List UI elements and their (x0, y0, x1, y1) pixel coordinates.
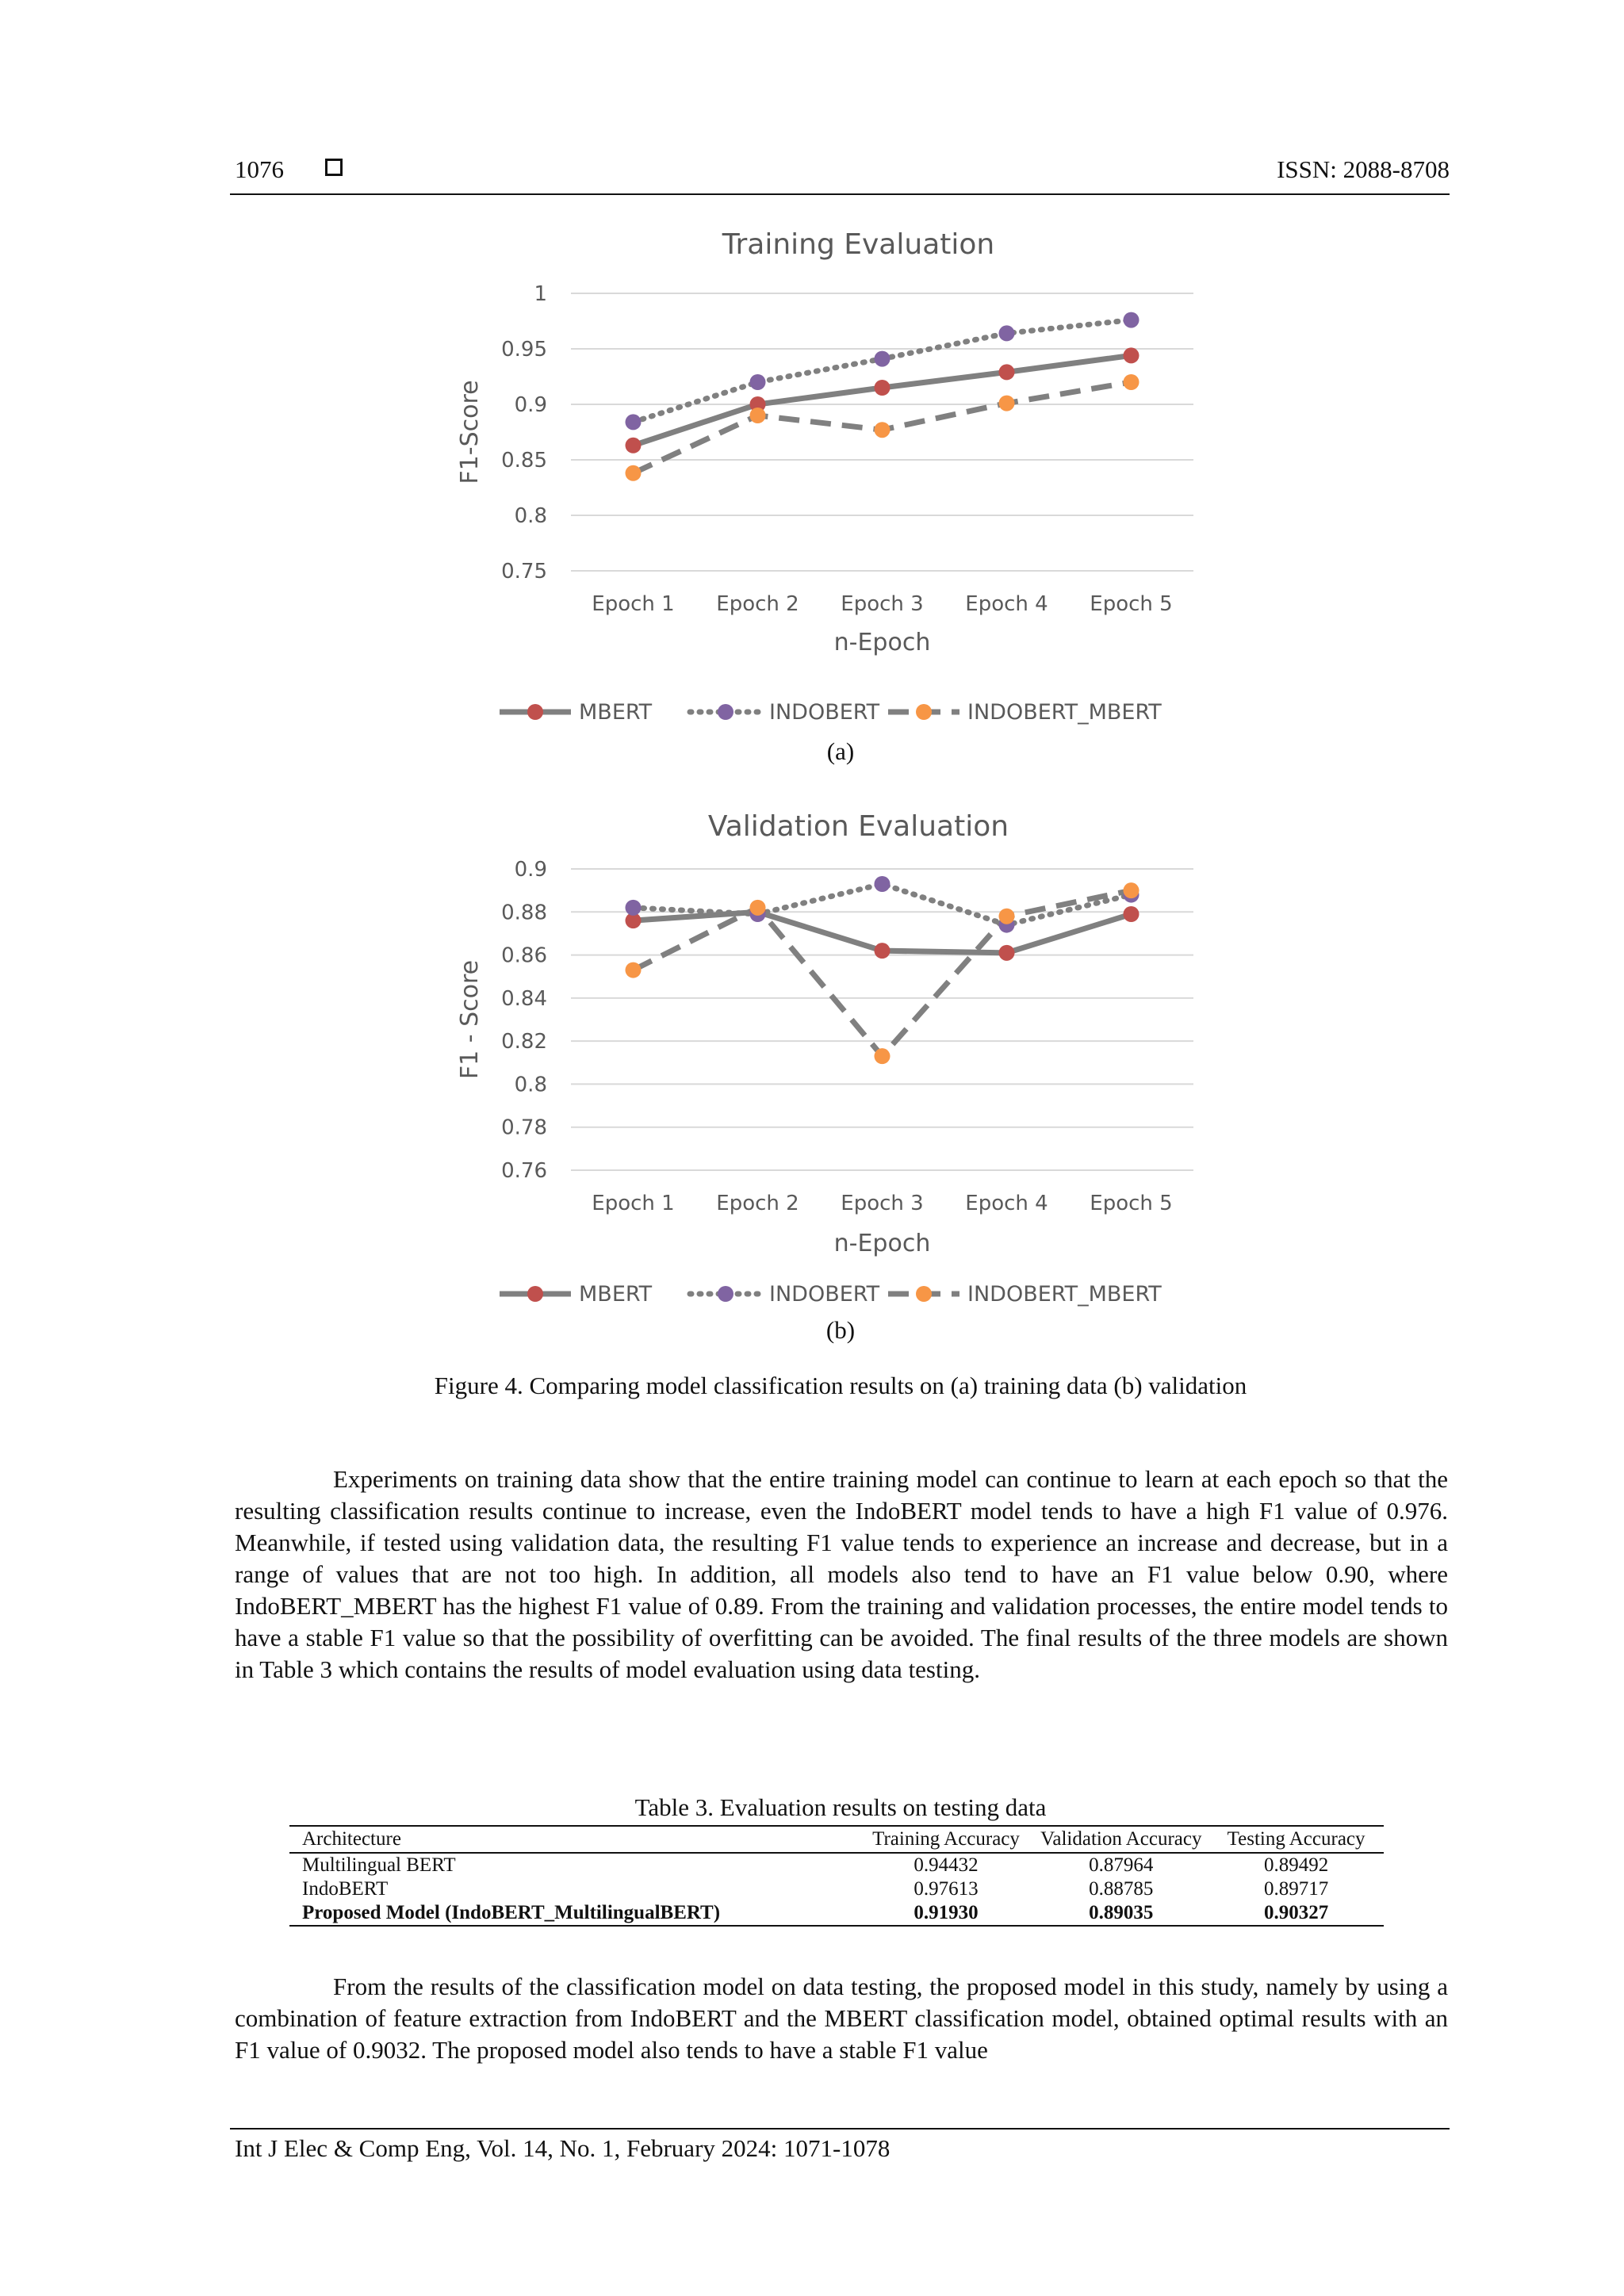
legend-label: MBERT (579, 700, 653, 725)
data-point (875, 876, 891, 892)
y-tick-label: 0.8 (514, 1073, 547, 1097)
validation-chart-container (444, 793, 1221, 1312)
x-tick-label: Epoch 4 (965, 1192, 1048, 1215)
y-tick-label: 1 (534, 282, 547, 306)
legend-label: INDOBERT (769, 1282, 880, 1307)
table-header: Architecture (289, 1826, 859, 1853)
chart-title: Validation Evaluation (707, 810, 1009, 843)
y-tick-label: 0.85 (501, 449, 547, 473)
subfigure-label-b: (b) (825, 1316, 856, 1344)
table-cell: 0.89035 (1033, 1901, 1208, 1926)
results-table (289, 1825, 1384, 1927)
data-point (1124, 347, 1139, 363)
data-point (626, 900, 642, 916)
x-tick-label: Epoch 5 (1090, 592, 1173, 616)
data-point (875, 422, 891, 438)
data-point (1124, 882, 1139, 898)
table-cell: Multilingual BERT (302, 1854, 456, 1876)
data-point (875, 1048, 891, 1064)
table-cell: 0.91930 (859, 1901, 1034, 1926)
y-axis-label: F1 - Score (456, 959, 484, 1080)
training-evaluation-chart (444, 214, 1221, 737)
data-point (875, 943, 891, 959)
legend-marker (916, 704, 932, 720)
x-tick-label: Epoch 2 (716, 592, 799, 616)
x-axis-label: n-Epoch (833, 1230, 931, 1257)
table-cell: 0.89492 (1263, 1854, 1329, 1876)
x-tick-label: Epoch 5 (1090, 1192, 1173, 1215)
table-header: Validation Accuracy (1033, 1826, 1208, 1853)
data-point (626, 465, 642, 481)
data-point (999, 325, 1015, 341)
figure-caption: Figure 4. Comparing model classification results on (a) training data (b) validation (434, 1372, 1247, 1399)
y-tick-label: 0.9 (514, 393, 547, 417)
table-cell: 0.97613 (914, 1878, 979, 1900)
legend-label: MBERT (579, 1282, 653, 1307)
y-tick-label: 0.86 (501, 943, 547, 968)
subfigure-label-a: (a) (826, 737, 855, 765)
header-square-icon (325, 159, 343, 176)
footer-citation: Int J Elec & Comp Eng, Vol. 14, No. 1, February 2024: 1071-1078 (235, 2134, 891, 2162)
data-point (750, 408, 766, 423)
x-axis-label: n-Epoch (833, 629, 931, 656)
y-tick-label: 0.88 (501, 901, 547, 925)
footer-rule (230, 2128, 1450, 2130)
x-tick-label: Epoch 2 (716, 1192, 799, 1215)
legend-label: INDOBERT_MBERT (967, 1282, 1162, 1307)
body-paragraph-1 (235, 1464, 1448, 1686)
data-point (999, 945, 1015, 961)
data-point (1124, 312, 1139, 328)
table-header: Training Accuracy (859, 1826, 1034, 1853)
table-cell: 0.94432 (914, 1854, 979, 1876)
data-point (875, 380, 891, 396)
table-cell: 0.87964 (1089, 1854, 1154, 1876)
chart-title: Training Evaluation (722, 228, 995, 261)
validation-evaluation-chart (444, 793, 1221, 1308)
table-cell: 0.90327 (1208, 1901, 1384, 1926)
x-tick-label: Epoch 1 (592, 592, 675, 616)
table-title: Table 3. Evaluation results on testing data (634, 1793, 1047, 1821)
y-tick-label: 0.95 (501, 338, 547, 362)
y-tick-label: 0.8 (514, 504, 547, 528)
table-row (289, 1853, 1384, 1877)
legend-marker (718, 704, 733, 720)
table-row (289, 1901, 1384, 1926)
data-point (999, 396, 1015, 411)
y-tick-label: 0.75 (501, 560, 547, 584)
data-point (626, 414, 642, 430)
legend-marker (718, 1286, 733, 1302)
data-point (999, 909, 1015, 924)
paragraph-text: From the results of the classification model on data testing, the proposed model in this study, namely by using a combination of feature extraction from IndoBERT and the MBERT classification model, obtained optimal results with an F1 value of 0.9032. The proposed model also tends to have a stable F1 value (235, 1973, 1448, 2064)
table-cell: Proposed Model (IndoBERT_MultilingualBERT) (289, 1901, 859, 1926)
body-paragraph-2 (235, 1971, 1448, 2066)
y-axis-label: F1-Score (456, 380, 484, 484)
x-tick-label: Epoch 1 (592, 1192, 675, 1215)
training-chart-container (444, 214, 1221, 741)
legend-marker (527, 704, 543, 720)
y-tick-label: 0.84 (501, 986, 547, 1011)
table-cell: 0.89717 (1263, 1878, 1329, 1900)
paragraph-text: Experiments on training data show that the entire training model can continue to learn at each epoch so that the resulting classification results continue to increase, even the IndoBERT model tends to have a high F1 value of 0.976. Meanwhile, if tested using validation data, the resulting F1 value tends to experience an increase and decrease, but in a range of values that are not too high. In addition, all models also tend to have an F1 value below 0.90, where IndoBERT_MBERT has the highest F1 value of 0.89. From the training and validation processes, the entire model tends to have a stable F1 value so that the possibility of overfitting can be avoided. The final results of the three models are shown in Table 3 which contains the results of model evaluation using data testing. (235, 1465, 1448, 1683)
x-tick-label: Epoch 4 (965, 592, 1048, 616)
data-point (626, 438, 642, 453)
table-cell: 0.88785 (1089, 1878, 1154, 1900)
issn: ISSN: 2088-8708 (1277, 155, 1450, 183)
y-tick-label: 0.76 (501, 1159, 547, 1183)
page-number: 1076 (235, 155, 284, 183)
y-tick-label: 0.78 (501, 1115, 547, 1140)
data-point (875, 351, 891, 367)
legend-label: INDOBERT (769, 700, 880, 725)
data-point (1124, 906, 1139, 922)
legend-marker (916, 1286, 932, 1302)
table-header: Testing Accuracy (1208, 1826, 1384, 1853)
table-row (289, 1877, 1384, 1901)
y-tick-label: 0.82 (501, 1030, 547, 1054)
y-tick-label: 0.9 (514, 858, 547, 882)
legend-label: INDOBERT_MBERT (967, 700, 1162, 725)
legend-marker (527, 1286, 543, 1302)
series-line-indobert (634, 320, 1132, 423)
x-tick-label: Epoch 3 (841, 1192, 924, 1215)
header-rule (230, 193, 1450, 195)
x-tick-label: Epoch 3 (841, 592, 924, 616)
table-cell: IndoBERT (302, 1878, 389, 1900)
data-point (626, 962, 642, 978)
data-point (750, 900, 766, 916)
table-header-row (289, 1826, 1384, 1853)
data-point (1124, 374, 1139, 390)
data-point (750, 374, 766, 390)
data-point (999, 364, 1015, 380)
